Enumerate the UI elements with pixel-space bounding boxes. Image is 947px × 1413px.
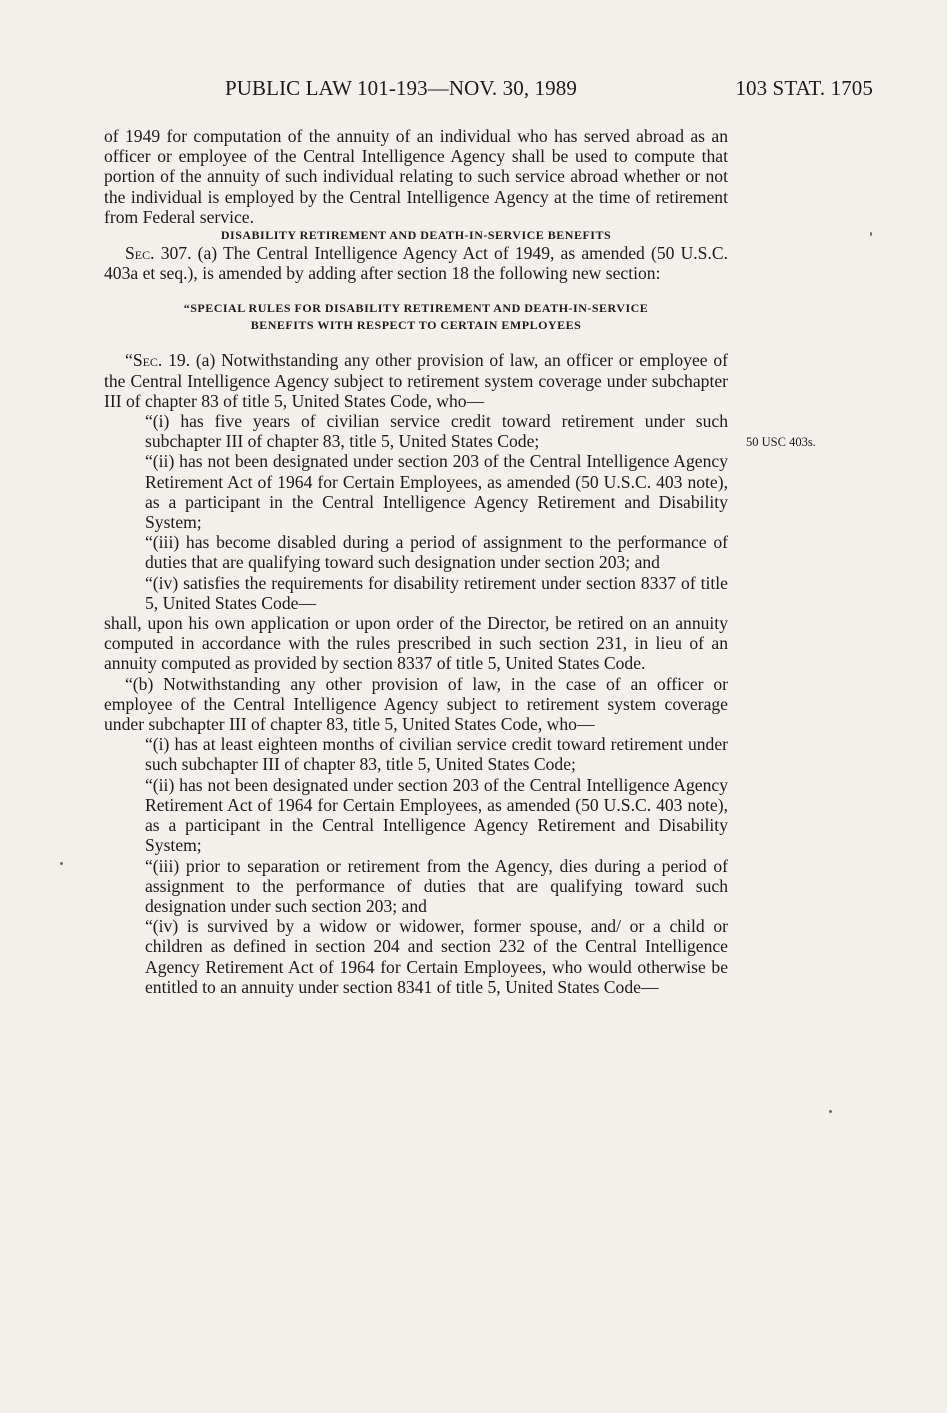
document-body <box>104 126 728 997</box>
clause-b-iv: “(iv) is survived by a widow or widower, former spouse, and/ or a child or children as defined in section 204 and section 232 of the Central Intelligence Agency Retirement Act of 1964 for Certain Employees, who would otherwise be entitled to an annuity under section 8341 of title 5, United States Code— <box>145 916 728 997</box>
clause-a-i: “(i) has five years of civilian service credit toward retirement under such subchapter III of chapter 83, title 5, United States Code; <box>145 411 728 452</box>
clause-b-iii: “(iii) prior to separation or retirement from the Agency, dies during a period of assignment to the performance of duties that are qualifying toward such designation under such section 203; and <box>145 855 728 916</box>
subsection-a-conclusion: shall, upon his own application or upon order of the Director, be retired on an annuity computed in accordance with the rules prescribed in such section 231, in lieu of an annuity computed as provided by section 8337 of title 5, United States Code. <box>104 613 728 674</box>
section-heading-special-rules <box>104 300 728 334</box>
section-19-text: 19. (a) Notwithstanding any other provision of law, an officer or employee of the Central Intelligence Agency subject to retirement system coverage under subchapter III of chapter 83 of title 5, United States Code, who— <box>104 350 728 411</box>
running-head <box>225 76 873 104</box>
section-heading-disability: DISABILITY RETIREMENT AND DEATH-IN-SERVICE BENEFITS <box>220 228 612 243</box>
running-head-title: PUBLIC LAW 101-193—NOV. 30, 1989 <box>225 76 577 100</box>
clause-a-iii: “(iii) has become disabled during a period of assignment to the performance of duties that are qualifying toward such designation under section 203; and <box>145 532 728 573</box>
clause-a-iv: “(iv) satisfies the requirements for disability retirement under section 8337 of title 5, United States Code— <box>145 572 728 613</box>
heading-line-1: “SPECIAL RULES FOR DISABILITY RETIREMENT AND DEATH-IN-SERVICE <box>183 301 649 316</box>
heading-line-2: BENEFITS WITH RESPECT TO CERTAIN EMPLOYEES <box>250 318 582 333</box>
page-citation: 103 STAT. 1705 <box>735 76 873 100</box>
scan-speck <box>870 232 872 236</box>
subsection-b-intro: “(b) Notwithstanding any other provision of law, in the case of an officer or employee of the Central Intelligence Agency subject to retirement system coverage under subchapter III of chapter 83, title 5, United States Code, who— <box>104 673 728 735</box>
scan-speck <box>829 1110 832 1113</box>
section-label: Sec. <box>125 243 155 264</box>
clause-a-ii: “(ii) has not been designated under section 203 of the Central Intelligence Agency Retirement Act of 1964 for Certain Employees, as amended (50 U.S.C. 403 note), as a participant in the Central Intelligence Agency Retirement and Disability System; <box>145 451 728 533</box>
clause-b-ii: “(ii) has not been designated under section 203 of the Central Intelligence Agency Retirement Act of 1964 for Certain Employees, as amended (50 U.S.C. 403 note), as a participant in the Central Intelligence Agency Retirement and Disability System; <box>145 774 728 856</box>
section-19-paragraph <box>104 350 728 411</box>
section-label: Sec. <box>132 350 163 371</box>
scan-speck <box>60 862 63 865</box>
margin-note: 50 USC 403s. <box>746 435 816 449</box>
open-quote: “ <box>125 350 133 371</box>
section-307-text: 307. (a) The Central Intelligence Agency Act of 1949, as amended (50 U.S.C. 403a et seq.), is amended by adding after section 18 the following new section: <box>104 243 729 284</box>
section-307-paragraph <box>104 243 728 283</box>
intro-paragraph: of 1949 for computation of the annuity of an individual who has served abroad as an officer or employee of the Central Intelligence Agency shall be used to compute that portion of the annuity of such individual relating to such service abroad whether or not the individual is employed by the Central Intelligence Agency at the time of retirement from Federal service. <box>104 126 728 227</box>
clause-b-i: “(i) has at least eighteen months of civilian service credit toward retirement under such subchapter III of chapter 83, title 5, United States Code; <box>145 734 728 775</box>
